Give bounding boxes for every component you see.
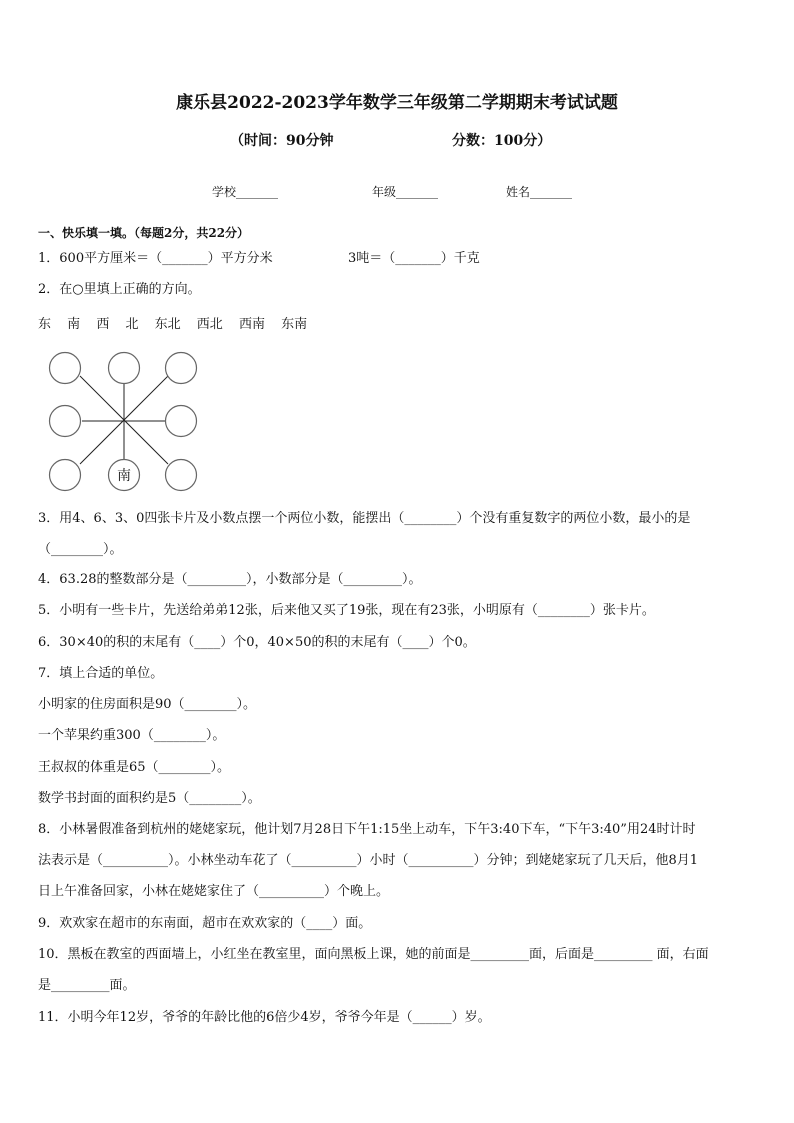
question-7b: 一个苹果约重300（________）。 [38, 728, 226, 743]
question-10-line2: 是_________面。 [38, 978, 136, 993]
direction-word: 西南 [238, 317, 265, 332]
question-8-line2: 法表示是（__________）。小林坐动车花了（__________）小时（__________）分钟；到姥姥家玩了几天后，他8月1 [38, 853, 699, 868]
answer-circle-southeast [166, 460, 197, 491]
question-6: 6．30×40的积的末尾有（____）个0，40×50的积的末尾有（____）个0。 [38, 635, 476, 650]
question-2: 2．在○里填上正确的方向。 [38, 282, 201, 297]
question-3-line2: （________）。 [38, 542, 123, 557]
answer-circle-west [50, 406, 81, 437]
question-7: 7．填上合适的单位。 [38, 666, 164, 681]
direction-word: 东 [38, 317, 52, 332]
compass-diagram [42, 346, 202, 496]
answer-circle-northeast [166, 353, 197, 384]
question-9: 9．欢欢家在超市的东南面，超市在欢欢家的（____）面。 [38, 916, 372, 931]
question-4: 4．63.28的整数部分是（_________），小数部分是（_________）。 [38, 572, 422, 587]
answer-circle-north [109, 353, 140, 384]
question-8-line3: 日上午准备回家，小林在姥姥家住了（__________）个晚上。 [38, 884, 390, 899]
answer-circle-southwest [50, 460, 81, 491]
question-3-line1: 3．用4、6、3、0四张卡片及小数点摆一个两位小数，能摆出（________）个没有重复数字的两位小数，最小的是 [38, 511, 691, 526]
question-7d: 数学书封面的面积约是5（________）。 [38, 791, 261, 806]
question-1b: 3吨＝（_______）千克 [348, 251, 480, 266]
school-field: 学校_______ [212, 185, 279, 199]
exam-score: 分数：100分） [452, 133, 552, 149]
direction-options [38, 313, 319, 332]
name-field: 姓名_______ [506, 185, 573, 199]
question-5: 5．小明有一些卡片，先送给弟弟12张，后来他又买了19张，现在有23张，小明原有（________）张卡片。 [38, 603, 655, 618]
question-7c: 王叔叔的体重是65（________）。 [38, 760, 231, 775]
direction-word: 西北 [196, 317, 223, 332]
direction-word: 东北 [154, 317, 181, 332]
grade-field: 年级_______ [372, 185, 439, 199]
question-10-line1: 10．黑板在教室的西面墙上，小红坐在教室里，面向黑板上课，她的前面是_________面，后面是_________ 面，右面 [38, 947, 709, 962]
exam-time: （时间：90分钟 [230, 133, 334, 149]
direction-word: 北 [125, 317, 139, 332]
question-1a: 1．600平方厘米＝（_______）平方分米 [38, 251, 273, 266]
answer-circle-east [166, 406, 197, 437]
question-7a: 小明家的住房面积是90（________）。 [38, 697, 257, 712]
south-label: 南 [117, 468, 131, 484]
direction-word: 西 [96, 317, 110, 332]
question-8-line1: 8．小林暑假准备到杭州的姥姥家玩，他计划7月28日下午1:15坐上动车，下午3:40下车，“下午3:40”用24时计时 [38, 822, 696, 837]
page-title: 康乐县2022-2023学年数学三年级第二学期期末考试试题 [176, 93, 618, 113]
answer-circle-northwest [50, 353, 81, 384]
section-heading: 一、快乐填一填。（每题2分，共22分） [38, 226, 250, 240]
question-11: 11．小明今年12岁，爷爷的年龄比他的6倍少4岁，爷爷今年是（______）岁。 [38, 1010, 491, 1025]
direction-word: 东南 [281, 317, 308, 332]
direction-word: 南 [67, 317, 81, 332]
